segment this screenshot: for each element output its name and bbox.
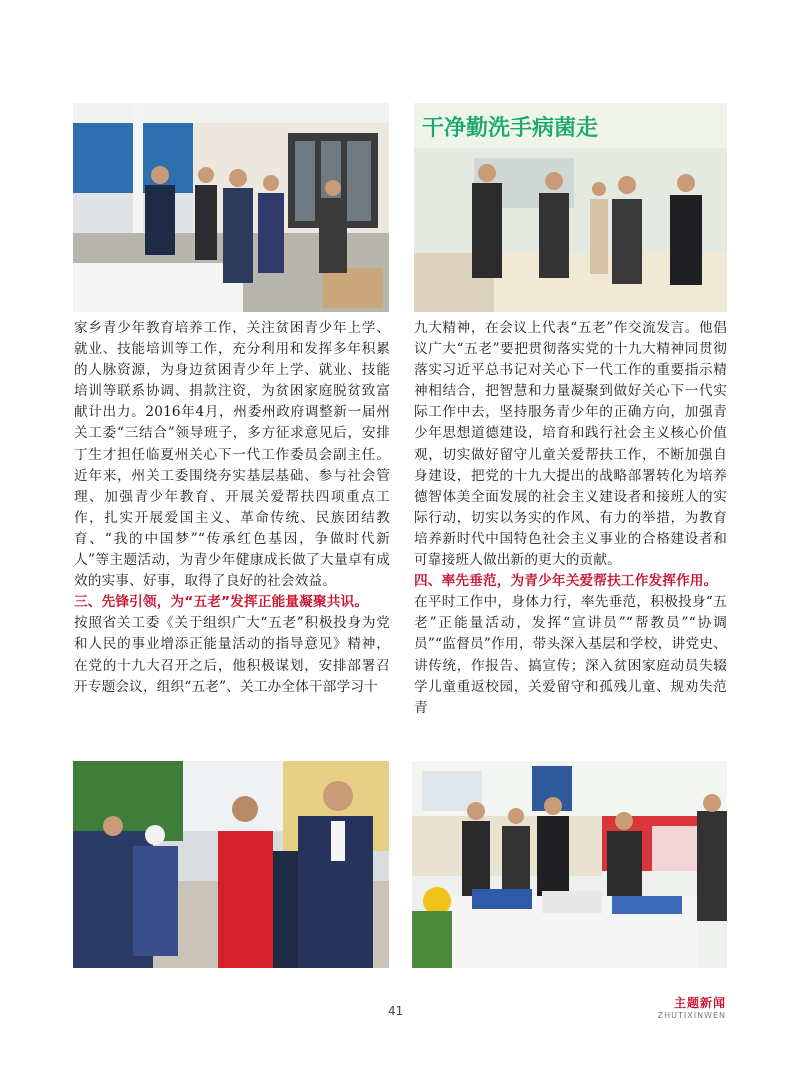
right-paragraph-1: 九大精神，在会议上代表“五老”作交流发言。他倡议广大“五老”要把贯彻落实党的十九大精神同贯彻落实习近平总书记对关心下一代工作的重要指示精神相结合，把智慧和力量凝聚到做好关心下一代实际工作中去，坚持服务青少年的正确方向，加强青少年思想道德建设，培育和践行社会主义核心价值观，切实做好留守儿童关爱帮扶工作，不断加强自身建设，把党的十九大提出的战略部署转化为培养德智体美全面发展的社会主义建设者和接班人的实际行动，切实以务实的作风、有力的举措，为教育培养新时代中国特色社会主义事业的合格建设者和可靠接班人做出新的更大的贡献。 — [414, 320, 727, 569]
photo-classroom-visit — [414, 103, 727, 312]
banner-text: 干净勤洗手病菌走 — [422, 116, 599, 141]
page-number: 41 — [388, 1004, 404, 1018]
section-title: 主题新闻 — [673, 996, 726, 1010]
photo-exhibition-visit — [412, 761, 727, 968]
section-heading-4: 四、率先垂范，为青少年关爱帮扶工作发挥作用。 — [414, 573, 718, 590]
photo-donation-to-children — [73, 761, 389, 968]
section-heading-3: 三、先锋引领，为“五老”发挥正能量凝聚共识。 — [74, 594, 369, 611]
left-paragraph-1: 家乡青少年教育培养工作，关注贫困青少年上学、就业、技能培训等工作，充分利用和发挥多年积累的人脉资源，为身边贫困青少年上学、就业、技能培训等联系协调、捐款注资，为贫困家庭脱贫致富献计出力。2016年4月，州委州政府调整新一届州关工委“三结合”领导班子，多方征求意见后，安排丁生才担任临夏州关心下一代工作委员会副主任。近年来，州关工委围绕夯实基层基础、参与社会管理、加强青少年教育、开展关爱帮扶四项重点工作，扎实开展爱国主义、革命传统、民族团结教育、“我的中国梦”“传承红色基因，争做时代新人”等主题活动，为青少年健康成长做了大量卓有成效的实事、好事，取得了良好的社会效益。 — [74, 320, 390, 590]
magazine-section-brand — [658, 994, 726, 1020]
section-pinyin: ZHUTIXINWEN — [657, 1011, 726, 1020]
right-paragraph-2: 在平时工作中，身体力行，率先垂范，积极投身“五老”正能量活动，发挥“宣讲员”“帮教员”“协调员”“监督员”作用，带头深入基层和学校，讲党史、讲传统，作报告、搞宣传；深入贫困家庭动员失辍学儿童重返校园，关爱留守和孤残儿童、规劝失范青 — [414, 594, 727, 716]
right-column — [414, 318, 727, 719]
photo-school-visit — [73, 103, 389, 312]
left-paragraph-2: 按照省关工委《关于组织广大“五老”积极投身为党和人民的事业增添正能量活动的指导意见》精神，在党的十九大召开之后，他积极谋划，安排部署召开专题会议，组织“五老”、关工办全体干部学习十 — [74, 615, 390, 695]
left-column — [74, 318, 390, 698]
